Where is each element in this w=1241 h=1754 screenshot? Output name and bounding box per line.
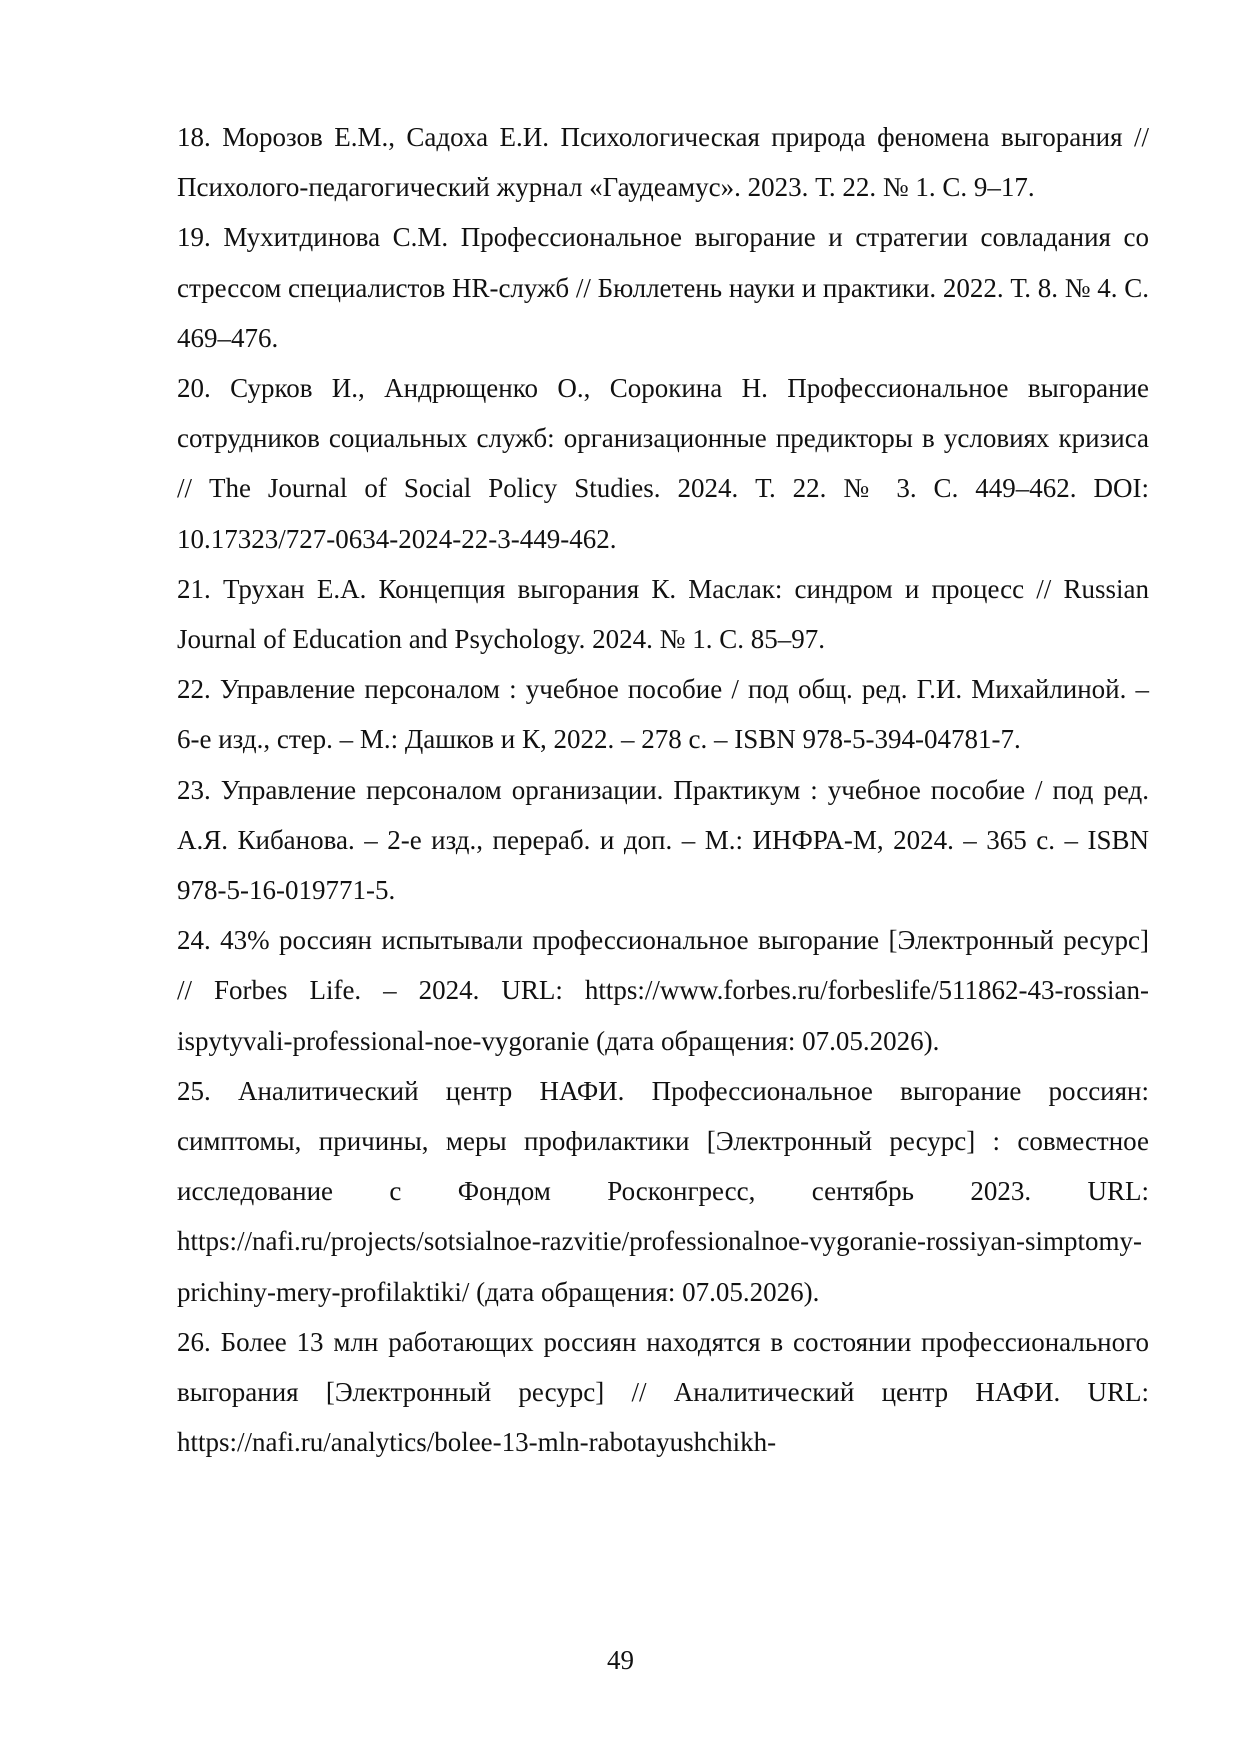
page-number: 49 (607, 1645, 634, 1675)
reference-list (177, 112, 1149, 1467)
reference-item-18: 18. Морозов Е.М., Садоха Е.И. Психологическая природа феномена выгорания // Психолого-педагогический журнал «Гаудеамус». 2023. Т. 22. № 1. С. 9–17. (177, 122, 1149, 203)
reference-item-21: 21. Трухан Е.А. Концепция выгорания К. Маслак: синдром и процесс // Russian Journal of Education and Psychology. 2024. № 1. С. 85–97. (177, 573, 1149, 655)
reference-item-23: 23. Управление персоналом организации. Практикум : учебное пособие / под ред. А.Я. Кибанова. – 2-е изд., перераб. и доп. – М.: ИНФРА-М, 2024. – 365 с. – ISBN 978-5-16-019771-5. (177, 774, 1149, 906)
reference-item-20: 20. Сурков И., Андрющенко О., Сорокина Н. Профессиональное выгорание сотрудников социальных служб: организационные предикторы в условиях кризиса // The Journal of Social Policy Studies. 2024. Т. 22. № 3. С. 449–462. DOI: 10.17323/727-0634-2024-22-3-449-462. (177, 373, 1149, 554)
reference-item-25: 25. Аналитический центр НАФИ. Профессиональное выгорание россиян: симптомы, причины, меры профилактики [Электронный ресурс] : совместное исследование с Фондом Росконгресс, сентябрь 2023. URL: https://nafi.ru/projects/sotsialnoe-razvitie/professionalnoe-vygoranie-rossiyan-simptomy-prichiny-mery-profilaktiki/ (дата обращения: 07.05.2026). (177, 1075, 1149, 1307)
reference-item-24: 24. 43% россиян испытывали профессиональное выгорание [Электронный ресурс] // Forbes Life. – 2024. URL: https://www.forbes.ru/forbeslife/511862-43-rossian-ispytyvali-professional-noe-vygoranie (дата обращения: 07.05.2026). (177, 925, 1149, 1056)
reference-item-19: 19. Мухитдинова С.М. Профессиональное выгорание и стратегии совладания со стрессом специалистов HR-служб // Бюллетень науки и практики. 2022. Т. 8. № 4. С. 469–476. (177, 222, 1149, 353)
reference-item-26: 26. Более 13 млн работающих россиян находятся в состоянии профессионального выгорания [Электронный ресурс] // Аналитический центр НАФИ. URL: https://nafi.ru/analytics/bolee-13-mln-rabotayushchikh- (177, 1326, 1149, 1458)
reference-item-22: 22. Управление персоналом : учебное пособие / под общ. ред. Г.И. Михайлиной. – 6-е изд., стер. – М.: Дашков и К, 2022. – 278 с. – ISBN 978-5-394-04781-7. (177, 674, 1149, 755)
